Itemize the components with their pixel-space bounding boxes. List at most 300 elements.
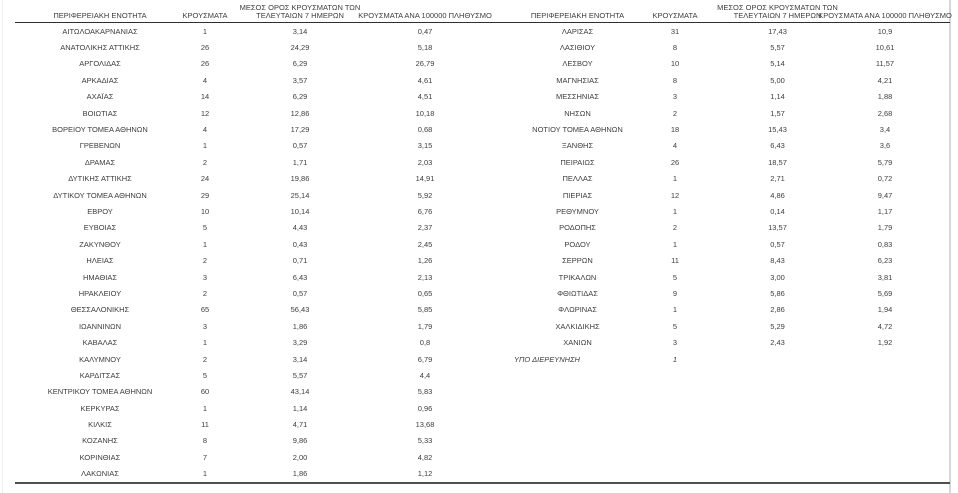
table-row	[15, 318, 950, 334]
gap-cell	[475, 367, 505, 383]
avg7-cell-left: 12,86	[290, 108, 310, 118]
avg7-cell-right: 17,43	[768, 26, 787, 36]
col-header-per100k-left: ΚΡΟΥΣΜΑΤΑ ΑΝΑ 100000 ΠΛΗΘΥΣΜΟ	[358, 11, 492, 21]
avg7-cell-right: 2,43	[770, 338, 785, 348]
per100k-cell-right: 2,68	[877, 108, 893, 118]
cases-cell-right: 8	[672, 43, 678, 53]
cases-cell-right: 1	[672, 239, 678, 249]
gap-cell	[475, 302, 505, 318]
gap-cell	[475, 121, 505, 137]
avg7-cell-right: 1,14	[770, 92, 785, 102]
per100k-cell-right: 4,21	[877, 75, 893, 85]
avg7-cell-left: 1,86	[292, 469, 308, 479]
table-row	[15, 433, 950, 449]
table-row	[15, 416, 950, 432]
gap-cell	[475, 72, 505, 88]
avg7-cell-left: 4,71	[292, 420, 308, 430]
cases-cell-right	[650, 384, 700, 400]
avg7-cell-left: 56,43	[290, 305, 310, 315]
col-header-avg7-left: ΜΕΣΟΣ ΟΡΟΣ ΚΡΟΥΣΜΑΤΩΝ ΤΩΝ ΤΕΛΕΥΤΑΙΩΝ 7 ΗΜΕΡΩΝ	[239, 2, 361, 21]
gap-cell	[475, 154, 505, 170]
region-cell-right: ΥΠΟ ΔΙΕΡΕΥΝΗΣΗ	[514, 354, 580, 364]
table-body	[15, 23, 950, 484]
avg7-cell-left: 19,86	[290, 174, 310, 184]
per100k-cell-right	[855, 400, 915, 416]
avg7-cell-left: 3,14	[292, 354, 308, 364]
region-cell-right	[505, 367, 650, 383]
region-cell-left: ΚΕΡΚΥΡΑΣ	[80, 403, 120, 413]
table-row	[15, 23, 950, 39]
cases-cell-left: 7	[202, 452, 208, 462]
region-cell-right: ΞΑΝΘΗΣ	[561, 141, 594, 151]
per100k-cell-right	[855, 367, 915, 383]
table-row	[15, 187, 950, 203]
per100k-cell-right	[855, 433, 915, 449]
avg7-cell-right: 18,57	[768, 157, 787, 167]
region-cell-right: ΣΕΡΡΩΝ	[562, 256, 593, 266]
per100k-cell-right: 6,23	[877, 256, 893, 266]
table-row	[15, 105, 950, 121]
gap-cell	[475, 466, 505, 482]
per100k-cell-left: 5,18	[417, 43, 433, 53]
gap-cell	[475, 285, 505, 301]
gap-cell	[475, 384, 505, 400]
avg7-cell-right	[700, 384, 855, 400]
per100k-cell-left: 13,68	[415, 420, 435, 430]
region-cell-right: ΧΑΛΚΙΔΙΚΗΣ	[555, 321, 600, 331]
cases-cell-left: 5	[202, 370, 208, 380]
filler-cell	[915, 138, 950, 154]
per100k-cell-right	[855, 416, 915, 432]
table-row	[15, 56, 950, 72]
gap-cell	[475, 252, 505, 268]
per100k-cell-left: 4,51	[417, 92, 433, 102]
cases-cell-right: 3	[672, 92, 678, 102]
cases-cell-left: 4	[202, 75, 208, 85]
table-row	[15, 302, 950, 318]
cases-cell-left: 1	[202, 26, 208, 36]
region-cell-left: ΕΒΡΟΥ	[87, 206, 113, 216]
cases-cell-right: 11	[671, 256, 679, 266]
avg7-cell-left: 25,14	[290, 190, 310, 200]
table-row	[15, 351, 950, 367]
region-cell-left: ΗΜΑΘΙΑΣ	[82, 272, 118, 282]
per100k-cell-left: 0,47	[417, 26, 433, 36]
avg7-cell-left: 6,43	[292, 272, 308, 282]
cases-cell-left: 1	[202, 469, 208, 479]
region-cell-left: ΑΧΑΪΑΣ	[86, 92, 114, 102]
cases-cell-left: 5	[202, 223, 208, 233]
per100k-cell-left: 0,68	[417, 125, 433, 135]
cases-cell-right: 5	[672, 272, 678, 282]
avg7-cell-right: 0,57	[770, 239, 785, 249]
region-cell-right	[505, 384, 650, 400]
region-cell-right	[505, 416, 650, 432]
region-cell-left: ΑΡΚΑΔΙΑΣ	[81, 75, 119, 85]
per100k-cell-left: 5,92	[417, 190, 433, 200]
filler-cell	[915, 121, 950, 137]
cases-cell-left: 26	[200, 59, 210, 69]
cases-cell-right	[650, 416, 700, 432]
per100k-cell-left: 2,37	[417, 223, 433, 233]
cases-cell-left: 26	[200, 43, 210, 53]
avg7-cell-left: 43,14	[290, 387, 310, 397]
gap-cell	[475, 269, 505, 285]
avg7-cell-right	[700, 449, 855, 465]
per100k-cell-left: 0,96	[417, 403, 433, 413]
region-cell-left: ΒΟΙΩΤΙΑΣ	[82, 108, 118, 118]
avg7-cell-left: 3,29	[292, 338, 308, 348]
region-cell-right: ΧΑΝΙΩΝ	[563, 338, 592, 348]
avg7-cell-left: 3,14	[292, 26, 308, 36]
gap-cell	[475, 138, 505, 154]
col-header-cases-right: ΚΡΟΥΣΜΑΤΑ	[652, 11, 698, 21]
cases-cell-right: 1	[672, 174, 678, 184]
per100k-cell-right	[855, 384, 915, 400]
filler-cell	[915, 302, 950, 318]
per100k-cell-right: 3,81	[877, 272, 893, 282]
gap-cell	[475, 56, 505, 72]
filler-cell	[915, 449, 950, 465]
table-row	[15, 252, 950, 268]
filler-cell	[915, 433, 950, 449]
region-cell-right	[505, 433, 650, 449]
cases-cell-left: 60	[200, 387, 210, 397]
gap-cell	[475, 187, 505, 203]
avg7-cell-right: 5,29	[770, 321, 785, 331]
filler-cell	[915, 416, 950, 432]
table-row	[15, 121, 950, 137]
regional-cases-table	[15, 2, 950, 484]
region-cell-left: ΑΝΑΤΟΛΙΚΗΣ ΑΤΤΙΚΗΣ	[60, 43, 140, 53]
region-cell-right: ΜΑΓΝΗΣΙΑΣ	[556, 75, 599, 85]
per100k-cell-left: 6,79	[417, 354, 433, 364]
avg7-cell-right	[700, 400, 855, 416]
region-cell-left: ΒΟΡΕΙΟΥ ΤΟΜΕΑ ΑΘΗΝΩΝ	[52, 125, 148, 135]
region-cell-left: ΔΥΤΙΚΟΥ ΤΟΜΕΑ ΑΘΗΝΩΝ	[53, 190, 147, 200]
avg7-cell-left: 2,00	[292, 452, 308, 462]
avg7-cell-left: 6,29	[292, 59, 308, 69]
gap-cell	[475, 171, 505, 187]
region-cell-left: ΓΡΕΒΕΝΩΝ	[79, 141, 121, 151]
filler-cell	[915, 334, 950, 350]
filler-cell	[915, 400, 950, 416]
table-row	[15, 334, 950, 350]
filler-cell	[915, 269, 950, 285]
per100k-cell-left: 10,18	[415, 108, 435, 118]
table-row	[15, 384, 950, 400]
gap-cell	[475, 351, 505, 367]
filler-cell	[915, 105, 950, 121]
avg7-cell-right: 8,43	[770, 256, 785, 266]
filler-cell	[915, 203, 950, 219]
avg7-cell-right: 4,86	[770, 190, 785, 200]
per100k-cell-right: 4,72	[877, 321, 893, 331]
col-header-avg7-right: ΜΕΣΟΣ ΟΡΟΣ ΚΡΟΥΣΜΑΤΩΝ ΤΩΝ ΤΕΛΕΥΤΑΙΩΝ 7 ΗΜΕΡΩΝ	[717, 2, 838, 21]
cases-cell-right: 3	[672, 338, 678, 348]
region-cell-left: ΚΙΛΚΙΣ	[88, 420, 112, 430]
gap-cell	[475, 416, 505, 432]
avg7-cell-right	[700, 367, 855, 383]
cases-cell-left: 1	[202, 239, 208, 249]
avg7-cell-right: 1,57	[770, 108, 785, 118]
avg7-cell-left: 17,29	[290, 125, 310, 135]
per100k-cell-left: 2,03	[417, 157, 433, 167]
filler-cell	[915, 367, 950, 383]
avg7-cell-right: 3,00	[770, 272, 785, 282]
table-row	[15, 466, 950, 482]
region-cell-right	[505, 400, 650, 416]
per100k-cell-left: 26,79	[415, 59, 435, 69]
avg7-cell-left: 0,57	[292, 288, 308, 298]
region-cell-right: ΛΕΣΒΟΥ	[562, 59, 593, 69]
region-cell-right: ΝΗΣΩΝ	[564, 108, 591, 118]
cases-cell-right	[650, 400, 700, 416]
per100k-cell-left: 1,79	[417, 321, 433, 331]
region-cell-left: ΚΕΝΤΡΙΚΟΥ ΤΟΜΕΑ ΑΘΗΝΩΝ	[47, 387, 153, 397]
region-cell-left: ΕΥΒΟΙΑΣ	[83, 223, 117, 233]
cases-cell-left: 10	[200, 206, 210, 216]
cases-cell-left: 2	[202, 157, 208, 167]
per100k-cell-right: 11,57	[875, 59, 895, 69]
per100k-cell-right	[855, 449, 915, 465]
region-cell-right	[505, 466, 650, 482]
per100k-cell-left: 2,13	[417, 272, 433, 282]
region-cell-left: ΙΩΑΝΝΙΝΩΝ	[78, 321, 122, 331]
avg7-cell-right	[700, 416, 855, 432]
per100k-cell-right: 3,4	[879, 125, 891, 135]
filler-cell	[915, 220, 950, 236]
col-header-cases-left: ΚΡΟΥΣΜΑΤΑ	[182, 11, 228, 21]
gap-cell	[475, 400, 505, 416]
cases-cell-right: 4	[672, 141, 678, 151]
filler-cell	[915, 351, 950, 367]
region-cell-right: ΦΘΙΩΤΙΔΑΣ	[557, 288, 598, 298]
filler-cell	[915, 89, 950, 105]
avg7-cell-right: 0,14	[770, 206, 785, 216]
per100k-cell-left: 2,45	[417, 239, 433, 249]
per100k-cell-right: 3,6	[879, 141, 891, 151]
region-cell-right: ΤΡΙΚΑΛΩΝ	[558, 272, 597, 282]
per100k-cell-right: 0,83	[877, 239, 893, 249]
per100k-cell-right: 1,79	[877, 223, 893, 233]
per100k-cell-right: 1,94	[877, 305, 893, 315]
cases-cell-right: 1	[672, 354, 678, 364]
filler-cell	[915, 466, 950, 482]
gap-cell	[475, 334, 505, 350]
avg7-cell-left: 0,57	[292, 141, 308, 151]
per100k-cell-right: 10,61	[875, 43, 895, 53]
region-cell-left: ΚΟΡΙΝΘΙΑΣ	[79, 452, 121, 462]
per100k-cell-right: 9,47	[877, 190, 893, 200]
cases-cell-right: 1	[672, 305, 678, 315]
avg7-cell-left: 6,29	[292, 92, 308, 102]
filler-cell	[915, 318, 950, 334]
avg7-cell-left: 0,71	[292, 256, 308, 266]
cases-cell-left: 4	[202, 125, 208, 135]
per100k-cell-left: 5,83	[417, 387, 433, 397]
table-row	[15, 138, 950, 154]
cases-cell-left: 29	[200, 190, 210, 200]
per100k-cell-right: 1,17	[877, 206, 893, 216]
table-row	[15, 367, 950, 383]
cases-cell-right: 31	[670, 26, 680, 36]
table-row	[15, 220, 950, 236]
per100k-cell-left: 0,8	[419, 338, 431, 348]
table-row	[15, 236, 950, 252]
cases-cell-right: 5	[672, 321, 678, 331]
cases-cell-left: 2	[202, 354, 208, 364]
avg7-cell-right: 5,86	[770, 288, 785, 298]
region-cell-left: ΖΑΚΥΝΘΟΥ	[79, 239, 121, 249]
region-cell-right: ΝΟΤΙΟΥ ΤΟΜΕΑ ΑΘΗΝΩΝ	[532, 125, 623, 135]
avg7-cell-left: 3,57	[292, 75, 308, 85]
col-header-region-left: ΠΕΡΙΦΕΡΕΙΑΚΗ ΕΝΟΤΗΤΑ	[53, 11, 147, 21]
cases-cell-right: 18	[670, 125, 680, 135]
avg7-cell-right: 13,57	[768, 223, 787, 233]
region-cell-right: ΠΙΕΡΙΑΣ	[562, 190, 593, 200]
cases-cell-left: 8	[202, 436, 208, 446]
gap-cell	[475, 105, 505, 121]
avg7-cell-left: 0,43	[292, 239, 308, 249]
region-cell-left: ΚΟΖΑΝΗΣ	[82, 436, 118, 446]
filler-cell	[915, 384, 950, 400]
cases-cell-right: 10	[670, 59, 680, 69]
region-cell-right: ΛΑΣΙΘΙΟΥ	[559, 43, 596, 53]
cases-cell-right: 8	[672, 75, 678, 85]
table-row	[15, 400, 950, 416]
per100k-cell-right	[855, 351, 915, 367]
table-row	[15, 72, 950, 88]
cases-cell-left: 12	[200, 108, 210, 118]
per100k-cell-left: 0,65	[417, 288, 433, 298]
region-cell-right: ΠΕΛΛΑΣ	[562, 174, 593, 184]
filler-cell	[915, 39, 950, 55]
region-cell-left: ΑΡΓΟΛΙΔΑΣ	[79, 59, 121, 69]
cases-cell-left: 2	[202, 288, 208, 298]
avg7-cell-left: 1,86	[292, 321, 308, 331]
avg7-cell-right: 5,14	[770, 59, 785, 69]
per100k-cell-right: 1,88	[877, 92, 893, 102]
region-cell-left: ΚΑΛΥΜΝΟΥ	[79, 354, 121, 364]
cases-cell-right	[650, 367, 700, 383]
region-cell-right: ΦΛΩΡΙΝΑΣ	[558, 305, 597, 315]
filler-cell	[915, 252, 950, 268]
gap-cell	[475, 39, 505, 55]
avg7-cell-right	[700, 351, 855, 367]
region-cell-left: ΔΡΑΜΑΣ	[84, 157, 116, 167]
avg7-cell-left: 4,43	[292, 223, 308, 233]
gap-cell	[475, 220, 505, 236]
region-cell-left: ΛΑΚΩΝΙΑΣ	[81, 469, 119, 479]
avg7-cell-left: 10,14	[290, 206, 310, 216]
cases-cell-left: 65	[200, 305, 210, 315]
cases-cell-right: 2	[672, 223, 678, 233]
cases-cell-left: 11	[201, 420, 209, 430]
gap-cell	[475, 449, 505, 465]
avg7-cell-left: 5,57	[292, 370, 308, 380]
avg7-cell-left: 1,71	[292, 157, 308, 167]
cases-cell-right: 2	[672, 108, 678, 118]
region-cell-right: ΛΑΡΙΣΑΣ	[561, 26, 594, 36]
cases-cell-left: 1	[202, 403, 208, 413]
table-row	[15, 154, 950, 170]
per100k-cell-left: 4,4	[419, 370, 431, 380]
per100k-cell-left: 1,26	[417, 256, 433, 266]
filler-cell	[915, 285, 950, 301]
table-row	[15, 285, 950, 301]
region-cell-right	[505, 449, 650, 465]
per100k-cell-right: 0,72	[877, 174, 893, 184]
per100k-cell-left: 5,33	[417, 436, 433, 446]
table-row	[15, 269, 950, 285]
gap-cell	[475, 89, 505, 105]
avg7-cell-left: 1,14	[292, 403, 308, 413]
cases-cell-left: 1	[202, 141, 208, 151]
region-cell-right: ΡΕΘΥΜΝΟΥ	[556, 206, 599, 216]
per100k-cell-left: 5,85	[417, 305, 433, 315]
region-cell-right: ΠΕΙΡΑΙΩΣ	[560, 157, 595, 167]
filler-cell	[915, 171, 950, 187]
per100k-cell-right: 5,69	[877, 288, 893, 298]
region-cell-right: ΡΟΔΟΥ	[564, 239, 591, 249]
avg7-cell-right: 6,43	[770, 141, 785, 151]
per100k-cell-right: 10,9	[877, 26, 893, 36]
table-row	[15, 171, 950, 187]
table-row	[15, 39, 950, 55]
gap-cell	[475, 23, 505, 39]
cases-cell-right: 1	[672, 206, 678, 216]
cases-cell-left: 24	[200, 174, 210, 184]
region-cell-left: ΚΑΡΔΙΤΣΑΣ	[79, 370, 121, 380]
cases-cell-left: 3	[202, 321, 208, 331]
table-row	[15, 203, 950, 219]
cases-cell-right: 9	[672, 288, 678, 298]
filler-cell	[915, 23, 950, 39]
cases-cell-right	[650, 433, 700, 449]
table-row	[15, 89, 950, 105]
avg7-cell-left: 24,29	[290, 43, 310, 53]
region-cell-right: ΜΕΣΣΗΝΙΑΣ	[555, 92, 600, 102]
cases-cell-left: 2	[202, 256, 208, 266]
region-cell-right: ΡΟΔΟΠΗΣ	[559, 223, 596, 233]
per100k-cell-right: 1,92	[877, 338, 893, 348]
avg7-cell-right	[700, 433, 855, 449]
filler-cell	[915, 72, 950, 88]
filler-cell	[915, 56, 950, 72]
region-cell-left: ΗΡΑΚΛΕΙΟΥ	[78, 288, 122, 298]
per100k-cell-left: 6,76	[417, 206, 433, 216]
per100k-cell-left: 4,82	[417, 452, 433, 462]
cases-cell-right: 26	[670, 157, 680, 167]
cases-cell-left: 3	[202, 272, 208, 282]
filler-cell	[915, 187, 950, 203]
gap-cell	[475, 203, 505, 219]
col-header-region-right: ΠΕΡΙΦΕΡΕΙΑΚΗ ΕΝΟΤΗΤΑ	[530, 11, 625, 21]
page-left-edge	[2, 0, 3, 493]
avg7-cell-right: 5,57	[770, 43, 785, 53]
table-header-row	[15, 2, 950, 23]
table-row	[15, 449, 950, 465]
per100k-cell-left: 1,12	[417, 469, 433, 479]
col-header-per100k-right: ΚΡΟΥΣΜΑΤΑ ΑΝΑ 100000 ΠΛΗΘΥΣΜΟ	[818, 11, 952, 21]
cases-cell-left: 1	[202, 338, 208, 348]
per100k-cell-left: 14,91	[415, 174, 435, 184]
avg7-cell-right: 2,71	[770, 174, 785, 184]
region-cell-left: ΚΑΒΑΛΑΣ	[82, 338, 118, 348]
gap-cell	[475, 433, 505, 449]
avg7-cell-left: 9,86	[292, 436, 308, 446]
